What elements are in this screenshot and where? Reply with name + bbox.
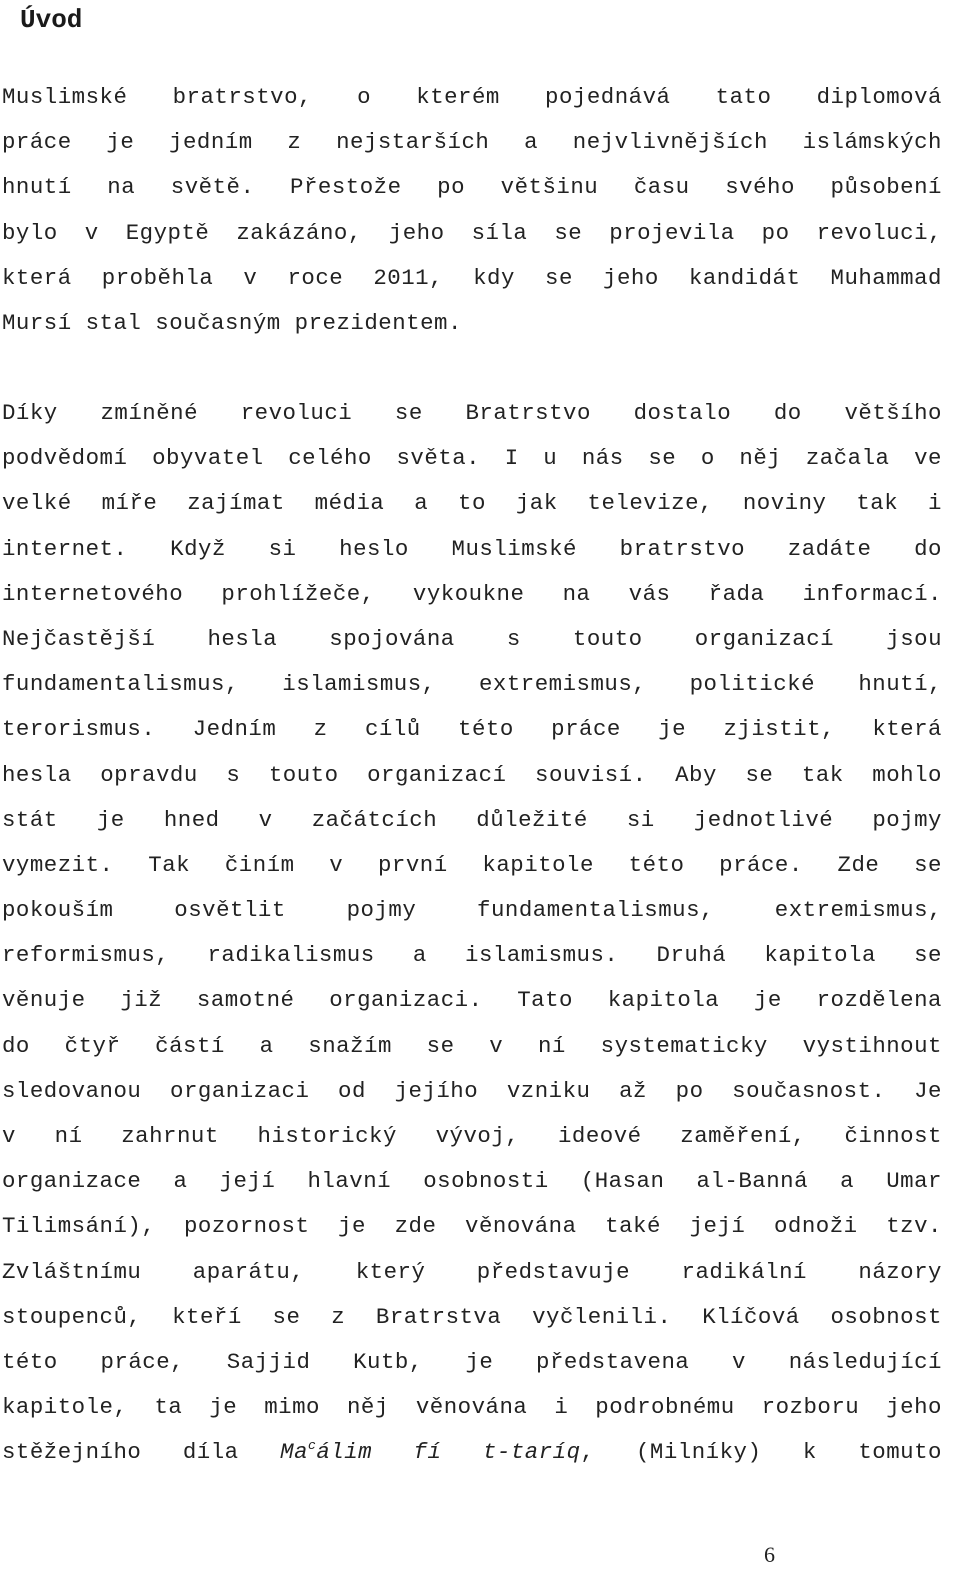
work-title-part2: álim fí t-taríq	[316, 1439, 581, 1466]
work-title	[280, 1439, 580, 1465]
text-line: podvědomí obyvatel celého světa. I u nás se o něj začala ve	[2, 445, 942, 472]
text-line: sledovanou organizaci od jejího vzniku až po současnost. Je	[2, 1077, 942, 1104]
text-line: vymezit. Tak činím v první kapitole této práce. Zde se	[2, 851, 942, 878]
text-line: Tilimsání), pozornost je zde věnována také její odnoži tzv.	[2, 1213, 942, 1240]
text-line: věnuje již samotné organizaci. Tato kapitola je rozdělena	[2, 987, 942, 1014]
text-line: velké míře zajímat média a to jak televize, noviny tak i	[2, 490, 942, 517]
paragraph-overview	[2, 391, 942, 1476]
page-number: 6	[764, 1542, 775, 1567]
text-line: Zvláštnímu aparátu, který představuje radikální názory	[2, 1258, 942, 1285]
text-line: fundamentalismus, islamismus, extremismus, politické hnutí,	[2, 671, 942, 698]
text-line: pokouším osvětlit pojmy fundamentalismus, extremismus,	[2, 897, 942, 924]
line-text-after-title: , (Milníky) k tomuto	[580, 1439, 942, 1466]
text-line: Mursí stal současným prezidentem.	[2, 309, 462, 336]
text-line: v ní zahrnut historický vývoj, ideové zaměření, činnost	[2, 1123, 942, 1149]
work-title-part1: Ma	[280, 1439, 309, 1466]
text-line: kapitole, ta je mimo něj věnována i podrobnému rozboru jeho	[2, 1394, 942, 1421]
text-line: organizace a její hlavní osobnosti (Hasan al-Banná a Umar	[2, 1168, 942, 1195]
section-heading: Úvod	[20, 5, 83, 35]
line-text-before-title: stěžejního díla	[2, 1439, 281, 1466]
text-line: stoupenců, kteří se z Bratrstva vyčlenili. Klíčová osobnost	[2, 1303, 942, 1330]
text-line: reformismus, radikalismus a islamismus. Druhá kapitola se	[2, 942, 942, 969]
text-line: bylo v Egyptě zakázáno, jeho síla se projevila po revoluci,	[2, 219, 942, 246]
text-line: internetového prohlížeče, vykoukne na vás řada informací.	[2, 580, 942, 607]
text-line: Nejčastější hesla spojována s touto organizací jsou	[2, 625, 942, 652]
text-line: internet. Když si heslo Muslimské bratrstvo zadáte do	[2, 535, 942, 562]
text-line: práce je jedním z nejstarších a nejvlivnějších islámských	[2, 129, 942, 156]
text-line: hnutí na světě. Přestože po většinu času svého působení	[2, 174, 942, 201]
text-line: stát je hned v začátcích důležité si jednotlivé pojmy	[2, 806, 942, 833]
text-line: Díky zmíněné revoluci se Bratrstvo dostalo do většího	[2, 400, 942, 426]
text-line: která proběhla v roce 2011, kdy se jeho kandidát Muhammad	[2, 264, 942, 291]
paragraph-intro	[2, 75, 942, 346]
text-line: terorismus. Jedním z cílů této práce je zjistit, která	[2, 716, 942, 743]
text-line-with-title	[2, 1430, 942, 1475]
text-line: Muslimské bratrstvo, o kterém pojednává tato diplomová	[2, 84, 942, 110]
text-line: této práce, Sajjid Kutb, je představena v následující	[2, 1348, 942, 1375]
work-title-superscript: c	[308, 1438, 317, 1454]
text-line: do čtyř částí a snažím se v ní systematicky vystihnout	[2, 1032, 942, 1059]
text-line: hesla opravdu s touto organizací souvisí. Aby se tak mohlo	[2, 761, 942, 788]
